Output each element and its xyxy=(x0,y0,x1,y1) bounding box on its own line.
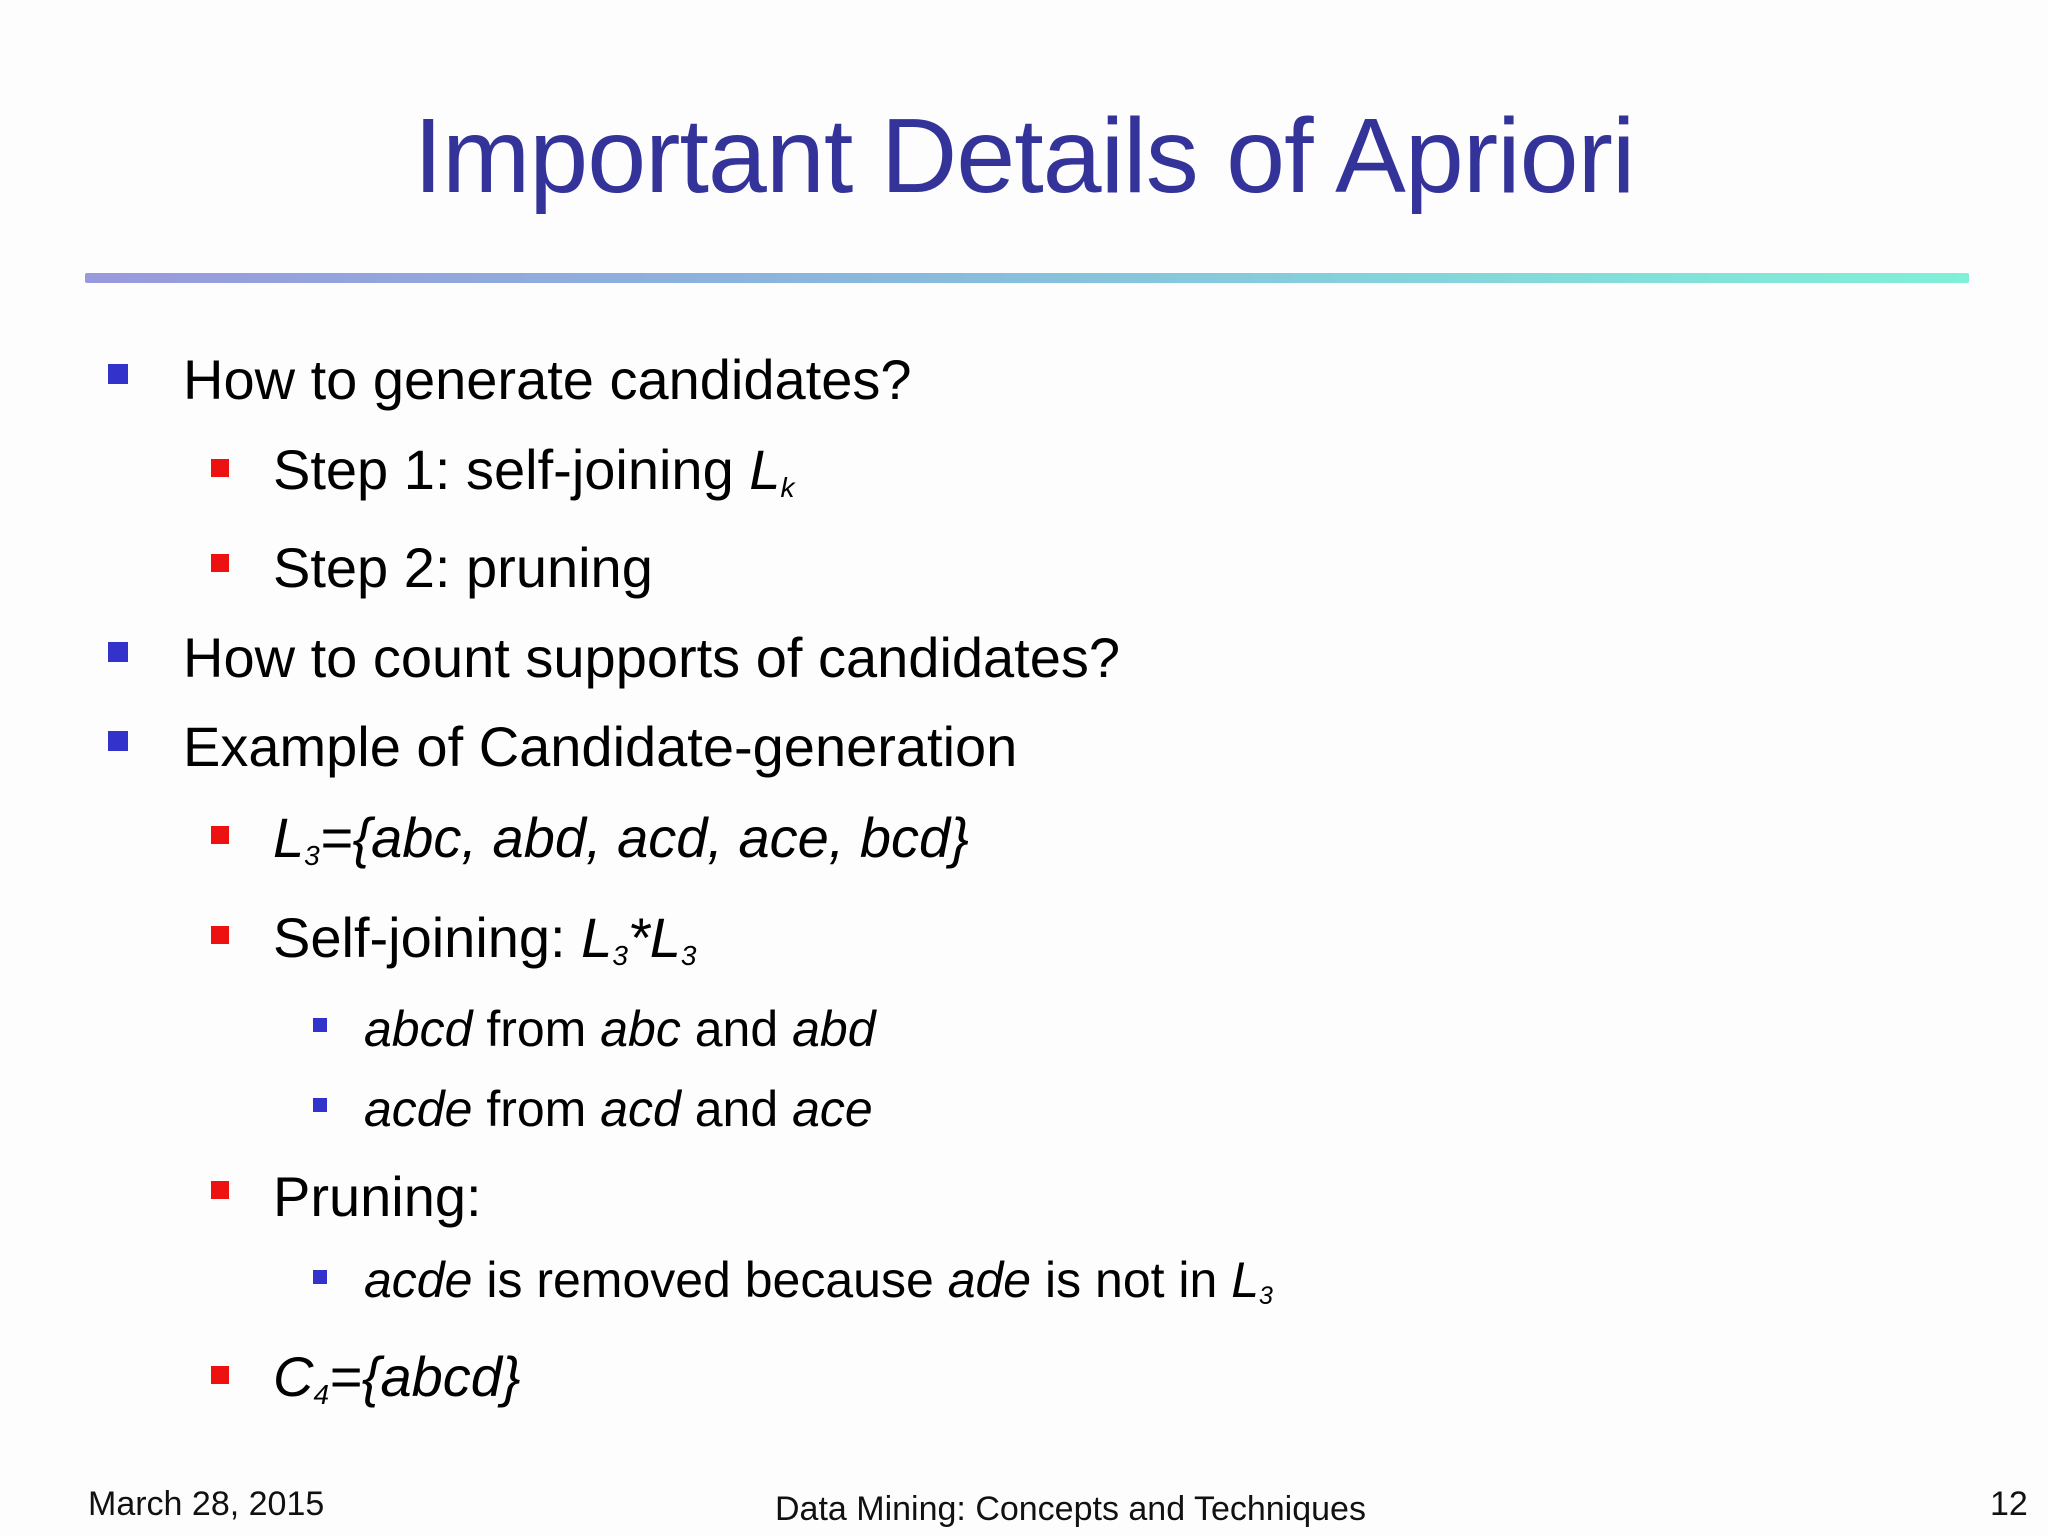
bullet-self-joining: Self-joining: $L_3*L_3$ xyxy=(273,906,697,971)
bullet-square-icon xyxy=(211,459,229,477)
footer-date: March 28, 2015 xyxy=(88,1485,325,1523)
bullet-square-icon xyxy=(211,554,229,572)
bullet-step2: Step 2: pruning xyxy=(273,536,653,599)
bullet-square-icon xyxy=(211,1181,229,1199)
bullet-square-icon xyxy=(108,731,128,751)
bullet-square-icon xyxy=(313,1098,327,1112)
bullet-count-supports: How to count supports of candidates? xyxy=(183,626,1121,689)
bullet-step1: Step 1: self-joining $L_k$ xyxy=(273,438,795,503)
bullet-example: Example of Candidate-generation xyxy=(183,715,1018,778)
bullet-generate-candidates: How to generate candidates? xyxy=(183,348,912,411)
bullet-square-icon xyxy=(108,642,128,662)
bullet-acde-removed: acde is removed because ade is not in $L_3$ xyxy=(364,1252,1273,1310)
bullet-square-icon xyxy=(108,364,128,384)
bullet-acde: acde from acd and ace xyxy=(364,1081,873,1137)
bullet-square-icon xyxy=(313,1018,327,1032)
slide-title: Important Details of Apriori xyxy=(413,97,1635,215)
bullet-square-icon xyxy=(313,1270,327,1284)
title-divider xyxy=(85,273,1969,283)
footer-page-number: 12 xyxy=(1990,1485,2028,1523)
bullet-square-icon xyxy=(211,1366,229,1384)
footer-title: Data Mining: Concepts and Techniques xyxy=(775,1490,1366,1528)
bullet-abcd: abcd from abc and abd xyxy=(364,1001,876,1057)
bullet-pruning: Pruning: xyxy=(273,1165,482,1228)
bullet-square-icon xyxy=(211,926,229,944)
bullet-l3-set: $L_3=\{abc$, abd, acd, ace, bcd} xyxy=(273,806,969,871)
bullet-square-icon xyxy=(211,826,229,844)
bullet-c4-set: $C_4=\{abcd\}$ xyxy=(273,1345,521,1410)
